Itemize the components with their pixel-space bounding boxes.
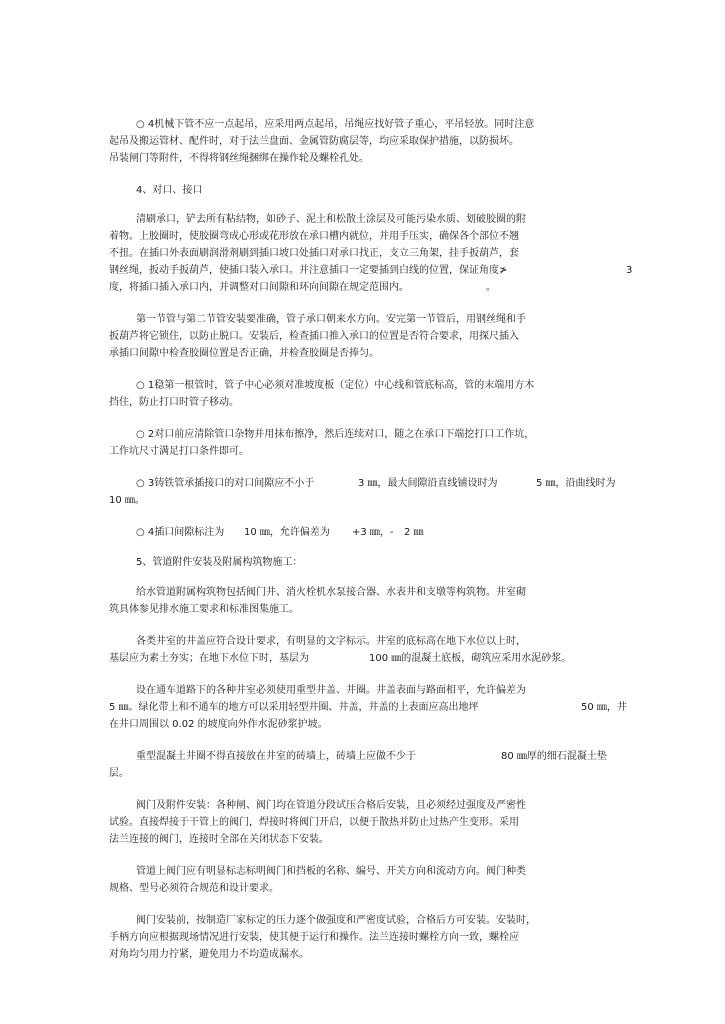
paragraph-line: 承插口间隙中检查胶圈位置是否正确，并检查胶圈是否捧匀。 bbox=[109, 348, 379, 359]
paragraph-line: 不扭。在插口外表面刷润滑剂刷到插口坡口处插口对承口找正，支立三角架，挂手扳葫芦，套 bbox=[109, 248, 519, 259]
paragraph-line: 手柄方向应根据现场情况进行安装，使其便于运行和操作。法兰连接时螺栓方向一致，螺栓应 bbox=[109, 932, 519, 943]
paragraph-line: 第一节管与第二节管安装要准确，管子承口朝来水方向。安完第一节管后，用钢丝绳和手 bbox=[136, 314, 526, 325]
paragraph-fragment: +3 ㎜，- bbox=[352, 527, 394, 538]
paragraph-fragment: 80 ㎜厚的细石混凝土垫 bbox=[501, 751, 607, 762]
paragraph-line: 度，将插口插入承口内，并调整对口间隙和环向间隙在规定范围内。 bbox=[109, 282, 409, 293]
paragraph-line: 工作坑尺寸满足打口条件即可。 bbox=[109, 446, 249, 457]
paragraph-fragment: 重型混凝土井圈不得直接放在井室的砖墙上，砖墙上应做不少于 bbox=[136, 751, 416, 762]
paragraph-line: 清刷承口，铲去所有粘结物，如砂子、泥土和松散土涂层及可能污染水质、划破胶圈的附 bbox=[136, 214, 526, 225]
paragraph-line: 吊装闸门等附件，不得将钢丝绳捆绑在操作轮及螺栓孔处。 bbox=[109, 153, 369, 164]
paragraph-line: 阀门安装前，按制造厂家标定的压力逐个做强度和严密度试验，合格后方可安装。安装时， bbox=[136, 915, 536, 926]
paragraph-fragment: 5 ㎜。绿化带上和不通车的地方可以采用轻型井圈、井盖，井盖的上表面应高出地坪 bbox=[109, 702, 479, 713]
paragraph-line: 挡住，防止打口时管子移动。 bbox=[109, 397, 239, 408]
paragraph-line: 设在通车道路下的各种井室必须使用重型井盖、井圈。井盖表面与路面相平，允许偏差为 bbox=[136, 685, 526, 696]
section-heading: 5、管道附件安装及附属构筑物施工： bbox=[136, 557, 303, 568]
paragraph-fragment: 。 bbox=[486, 282, 496, 293]
paragraph-fragment: 50 ㎜，井 bbox=[581, 702, 627, 713]
paragraph-line: 10 ㎜。 bbox=[109, 495, 145, 506]
paragraph-line: 法兰连接的阀门，连接时全部在关闭状态下安装。 bbox=[109, 834, 329, 845]
paragraph-line: 筑具体参见排水施工要求和标准图集施工。 bbox=[109, 604, 299, 615]
paragraph-line: 起吊及搬运管材、配件时，对于法兰盘面、金属管防腐层等，均应采取保护措施，以防损坏。 bbox=[109, 136, 519, 147]
paragraph-fragment: 3 bbox=[626, 265, 633, 276]
paragraph-line: 给水管道附属构筑物包括阀门井、消火栓机水泵接合器、水表井和支墩等构筑物。井室砌 bbox=[136, 587, 526, 598]
paragraph-line: 对角均匀用力拧紧，避免用力不均造成漏水。 bbox=[109, 949, 309, 960]
paragraph-line: 着物。上胶圈时，使胶圈弯成心形或花形放在承口槽内就位，并用手压实，确保各个部位不翘 bbox=[109, 231, 519, 242]
paragraph-line: 钢丝绳，扳动手扳葫芦，使插口装入承口。并注意插口一定要插到白线的位置，保证角度≯ bbox=[109, 265, 508, 276]
paragraph-line: 规格、型号必须符合规范和设计要求。 bbox=[109, 883, 279, 894]
section-heading: 4、对口、接口 bbox=[136, 185, 203, 196]
paragraph-fragment: ○ 3铸铁管承插接口的对口间隙应不小于 bbox=[136, 478, 315, 489]
paragraph-line: 扳葫芦将它锁住，以防止脱口。安装后，检查插口推入承口的位置是否符合要求，用探尺插入 bbox=[109, 331, 519, 342]
paragraph-fragment: 2 ㎜ bbox=[404, 527, 424, 538]
paragraph-line: 管道上阀门应有明显标志标明阀门和挡板的名称、编号、开关方向和流动方向。阀门种类 bbox=[136, 866, 526, 877]
paragraph-line: 层。 bbox=[109, 768, 129, 779]
paragraph-line: 各类井室的井盖应符合设计要求，有明显的文字标示。井室的底标高在地下水位以上时， bbox=[136, 636, 526, 647]
paragraph-line: 阀门及附件安装：各种闸、阀门均在管道分段试压合格后安装，且必须经过强度及严密性 bbox=[136, 800, 526, 811]
paragraph-fragment: 10 ㎜，允许偏差为 bbox=[244, 527, 330, 538]
paragraph-fragment: 3 ㎜，最大间隙沿直线铺设时为 bbox=[358, 478, 498, 489]
paragraph-fragment: 基层应为素土夯实；在地下水位下时，基层为 bbox=[109, 653, 309, 664]
paragraph-line: ○ 1稳第一根管时，管子中心必须对准坡度板（定位）中心线和管底标高，管的末端用方木 bbox=[136, 380, 535, 391]
paragraph-line: ○ 4机械下管不应一点起吊，应采用两点起吊，吊绳应找好管子重心，平吊轻放。同时注意 bbox=[136, 119, 535, 130]
paragraph-line: ○ 2对口前应清除管口杂物并用抹布擦净，然后连续对口，随之在承口下端挖打口工作坑， bbox=[136, 429, 535, 440]
paragraph-fragment: 100 ㎜的混凝土底板，砌筑应采用水泥砂浆。 bbox=[369, 653, 572, 664]
paragraph-line: 在井口周围以 0.02 的坡度向外作水泥砂浆护坡。 bbox=[109, 719, 328, 730]
paragraph-fragment: 5 ㎜，沿曲线时为 bbox=[536, 478, 616, 489]
paragraph-fragment: ○ 4插口间隙标注为 bbox=[136, 527, 225, 538]
paragraph-line: 试验。直接焊接于干管上的阀门，焊接时将阀门开启，以便于散热并防止过热产生变形。采用 bbox=[109, 817, 519, 828]
